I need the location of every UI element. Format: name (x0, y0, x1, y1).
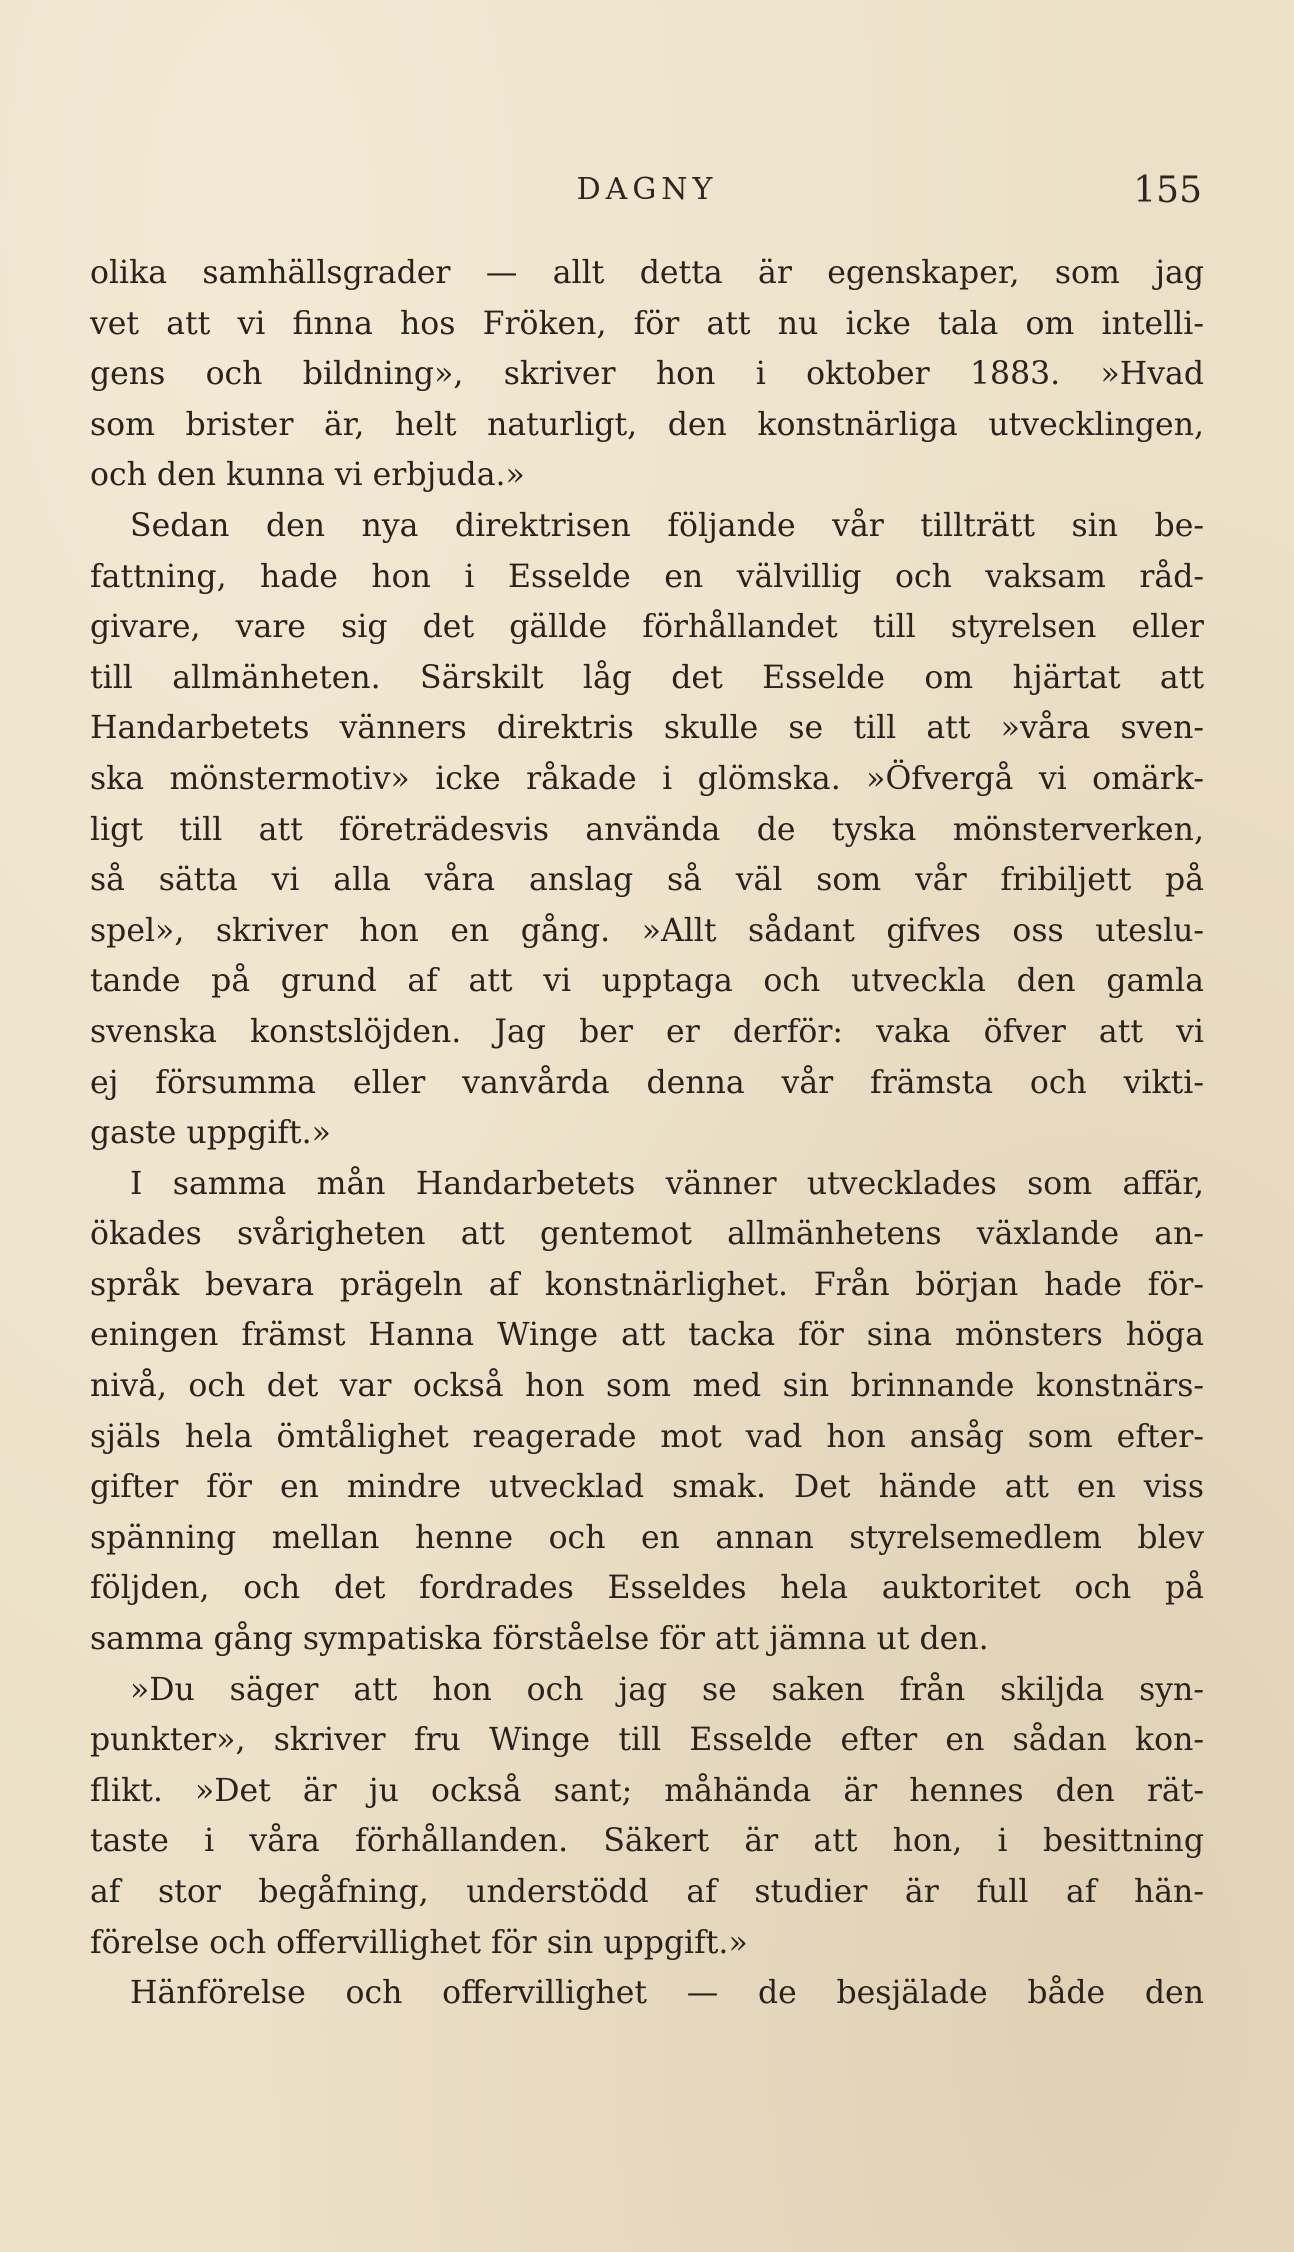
text-line: tande på grund af att vi upptaga och utveckla den gamla (90, 963, 1204, 1000)
text-line: I samma mån Handarbetets vänner utvecklades som affär, (130, 1165, 1204, 1202)
text-line: vet att vi finna hos Fröken, för att nu icke tala om intelli- (90, 305, 1204, 342)
text-line: Hänförelse och offervillighet — de besjälade både den (130, 1975, 1204, 2012)
text-line: följden, och det fordrades Esseldes hela auktoritet och på (90, 1570, 1204, 1607)
body-text (90, 248, 1204, 2019)
text-line: gaste uppgift.» (90, 1115, 331, 1152)
text-line: Sedan den nya direktrisen följande vår tillträtt sin be- (130, 507, 1204, 544)
text-line: språk bevara prägeln af konstnärlighet. Från början hade för- (90, 1266, 1204, 1303)
text-line: »Du säger att hon och jag se saken från skiljda syn- (130, 1671, 1204, 1708)
text-line: ligt till att företrädesvis använda de tyska mönsterverken, (90, 811, 1204, 848)
text-line: Handarbetets vänners direktris skulle se till att »våra sven- (90, 710, 1204, 747)
text-line: till allmänheten. Särskilt låg det Esselde om hjärtat att (90, 659, 1204, 696)
text-line: olika samhällsgrader — allt detta är egenskaper, som jag (90, 255, 1204, 291)
text-line: flikt. »Det är ju också sant; måhända är hennes den rät- (90, 1772, 1204, 1809)
text-line: samma gång sympatiska förståelse för att jämna ut den. (90, 1621, 989, 1658)
text-line: punkter», skriver fru Winge till Esselde efter en sådan kon- (90, 1722, 1204, 1759)
text-line: nivå, och det var också hon som med sin brinnande konstnärs- (90, 1368, 1204, 1405)
text-line: fattning, hade hon i Esselde en välvillig och vaksam råd- (90, 558, 1204, 595)
text-line: taste i våra förhållanden. Säkert är att hon, i besittning (90, 1823, 1204, 1860)
text-line: givare, vare sig det gällde förhållandet till styrelsen eller (90, 609, 1204, 646)
text-line: svenska konstslöjden. Jag ber er derför: vaka öfver att vi (90, 1013, 1204, 1050)
running-header-title: DAGNY (576, 172, 718, 207)
text-line: spänning mellan henne och en annan styrelsemedlem blev (90, 1519, 1204, 1556)
text-line: som brister är, helt naturligt, den konstnärliga utvecklingen, (90, 406, 1204, 443)
text-line: så sätta vi alla våra anslag så väl som vår fribiljett på (90, 862, 1204, 899)
text-line: eningen främst Hanna Winge att tacka för sina mönsters höga (90, 1317, 1204, 1354)
text-line: spel», skriver hon en gång. »Allt sådant gifves oss uteslu- (90, 912, 1204, 949)
text-line: gifter för en mindre utvecklad smak. Det hände att en viss (90, 1469, 1204, 1506)
text-line: ej försumma eller vanvårda denna vår främsta och vikti- (90, 1064, 1204, 1101)
text-line: själs hela ömtålighet reagerade mot vad hon ansåg som efter- (90, 1418, 1204, 1455)
text-line: ökades svårigheten att gentemot allmänhetens växlande an- (90, 1216, 1204, 1253)
text-line: ska mönstermotiv» icke råkade i glömska. »Öfvergå vi omärk- (90, 760, 1204, 797)
text-line: af stor begåfning, understödd af studier är full af hän- (90, 1874, 1204, 1910)
page-number: 155 (1133, 170, 1202, 211)
text-line: och den kunna vi erbjuda.» (90, 457, 525, 494)
text-line: förelse och offervillighet för sin uppgift.» (90, 1924, 748, 1961)
text-line: gens och bildning», skriver hon i oktober 1883. »Hvad (90, 356, 1204, 393)
